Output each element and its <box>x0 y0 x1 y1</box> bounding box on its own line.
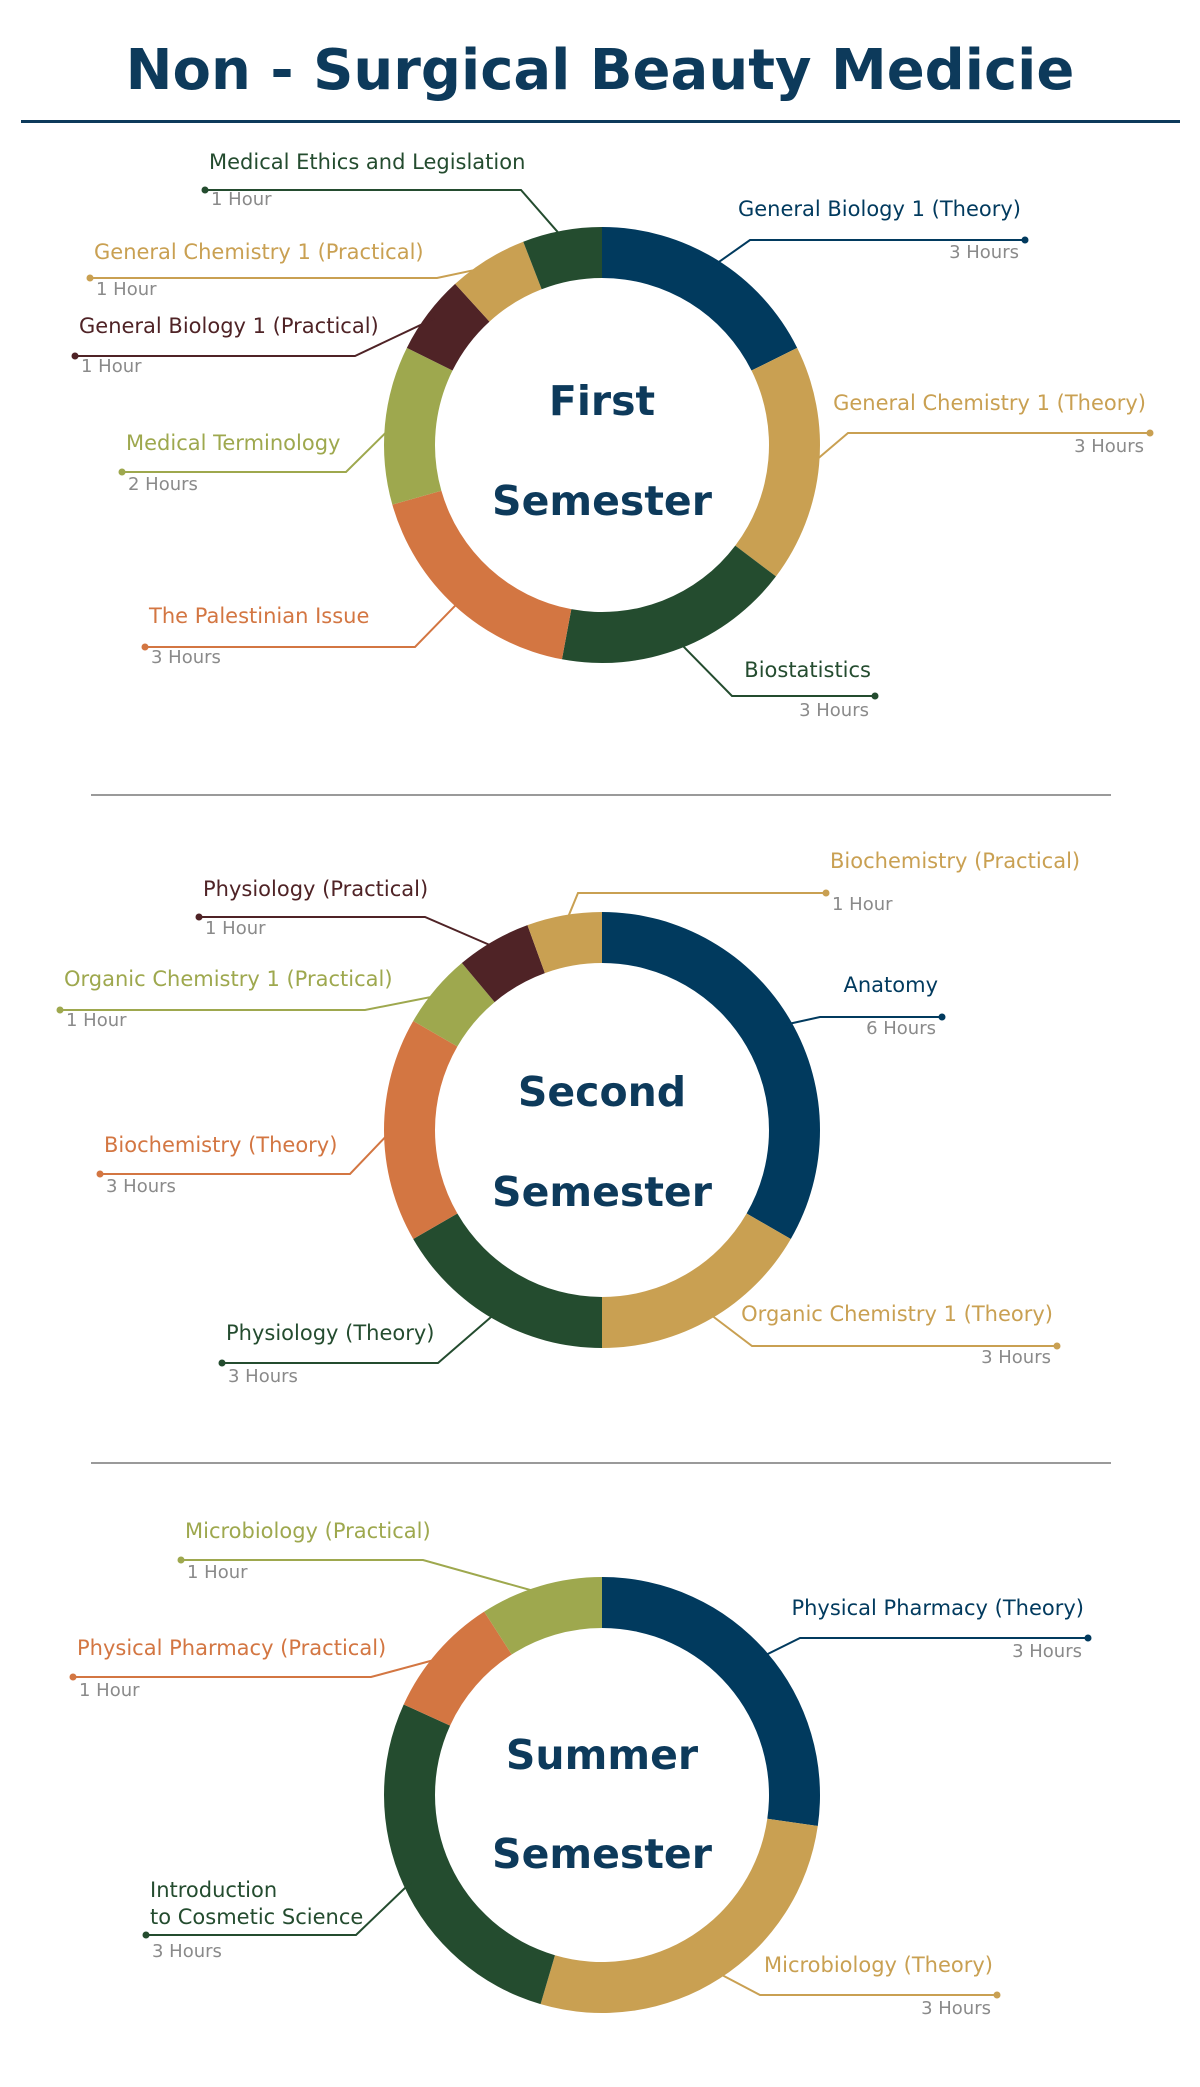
physical-pharmacy-practical-hours-label: 1 Hour <box>79 1680 140 1701</box>
title-divider <box>21 120 1180 123</box>
anatomy-leader-dot <box>939 1014 946 1021</box>
organic-chemistry-1-practical-hours-label: 1 Hour <box>66 1010 127 1031</box>
organic-chemistry-1-practical-label: Organic Chemistry 1 (Practical) <box>64 967 393 991</box>
page-title: Non - Surgical Beauty Medicie <box>125 38 1075 103</box>
biochemistry-practical-hours-label: 1 Hour <box>832 894 893 915</box>
general-biology-1-practical-hours-label: 1 Hour <box>81 356 142 377</box>
physical-pharmacy-practical-label: Physical Pharmacy (Practical) <box>77 1636 387 1660</box>
introduction-to-cosmetic-science-label: to Cosmetic Science <box>150 1905 364 1929</box>
center-label: Semester <box>492 1830 712 1878</box>
center-label: First <box>548 377 656 425</box>
biochemistry-theory-slice <box>384 1021 457 1239</box>
organic-chemistry-1-theory-hours-label: 3 Hours <box>981 1347 1051 1368</box>
organic-chemistry-1-theory-label: Organic Chemistry 1 (Theory) <box>741 1302 1053 1326</box>
section-divider <box>91 794 1111 796</box>
general-biology-1-theory-hours-label: 3 Hours <box>949 242 1019 263</box>
organic-chemistry-1-theory-leader-dot <box>1054 1343 1061 1350</box>
physical-pharmacy-theory-slice <box>602 1577 820 1826</box>
medical-ethics-and-legislation-hours-label: 1 Hour <box>211 189 272 210</box>
physical-pharmacy-practical-leader-dot <box>70 1674 77 1681</box>
microbiology-theory-hours-label: 3 Hours <box>921 1998 991 2019</box>
center-label: Semester <box>492 1168 712 1216</box>
summer-semester-donut-chart <box>0 1520 1200 2060</box>
biostatistics-leader-dot <box>872 693 879 700</box>
physiology-theory-hours-label: 3 Hours <box>228 1366 298 1387</box>
introduction-to-cosmetic-science-leader-dot <box>143 1932 150 1939</box>
organic-chemistry-1-practical-leader-line <box>60 995 441 1010</box>
biostatistics-label: Biostatistics <box>744 658 871 682</box>
medical-terminology-slice <box>384 348 453 505</box>
biochemistry-theory-label: Biochemistry (Theory) <box>104 1133 338 1157</box>
general-chemistry-1-theory-slice <box>735 348 820 577</box>
the-palestinian-issue-label: The Palestinian Issue <box>149 604 370 628</box>
organic-chemistry-1-practical-leader-dot <box>57 1007 64 1014</box>
physiology-theory-label: Physiology (Theory) <box>226 1321 435 1345</box>
general-chemistry-1-theory-hours-label: 3 Hours <box>1074 436 1144 457</box>
physical-pharmacy-theory-hours-label: 3 Hours <box>1012 1641 1082 1662</box>
general-biology-1-theory-slice <box>602 227 797 371</box>
biochemistry-theory-leader-dot <box>97 1171 104 1178</box>
the-palestinian-issue-leader-dot <box>142 644 149 651</box>
physiology-practical-leader-dot <box>196 914 203 921</box>
microbiology-practical-label: Microbiology (Practical) <box>185 1519 431 1543</box>
introduction-to-cosmetic-science-label: Introduction <box>150 1878 278 1902</box>
microbiology-practical-hours-label: 1 Hour <box>187 1562 248 1583</box>
organic-chemistry-1-theory-slice <box>602 1214 791 1349</box>
medical-ethics-and-legislation-leader-dot <box>202 187 209 194</box>
general-biology-1-practical-leader-dot <box>72 353 79 360</box>
biostatistics-slice <box>562 546 776 663</box>
center-label: Summer <box>505 1731 699 1779</box>
second-semester-donut-chart <box>0 850 1200 1410</box>
anatomy-label: Anatomy <box>843 973 938 997</box>
physiology-theory-slice <box>413 1214 602 1349</box>
first-semester-donut-chart <box>0 150 1200 750</box>
physical-pharmacy-theory-label: Physical Pharmacy (Theory) <box>791 1596 1084 1620</box>
medical-ethics-and-legislation-label: Medical Ethics and Legislation <box>209 150 526 174</box>
anatomy-hours-label: 6 Hours <box>866 1018 936 1039</box>
the-palestinian-issue-hours-label: 3 Hours <box>151 647 221 668</box>
microbiology-practical-leader-dot <box>178 1557 185 1564</box>
biochemistry-theory-hours-label: 3 Hours <box>106 1176 176 1197</box>
general-chemistry-1-practical-hours-label: 1 Hour <box>96 279 157 300</box>
physiology-theory-leader-dot <box>219 1360 226 1367</box>
center-label: Second <box>517 1068 687 1116</box>
biostatistics-hours-label: 3 Hours <box>799 700 869 721</box>
medical-terminology-label: Medical Terminology <box>126 431 341 455</box>
general-chemistry-1-practical-leader-dot <box>87 275 94 282</box>
physiology-practical-label: Physiology (Practical) <box>203 877 429 901</box>
general-biology-1-practical-label: General Biology 1 (Practical) <box>79 314 379 338</box>
medical-terminology-hours-label: 2 Hours <box>128 474 198 495</box>
center-label: Semester <box>492 477 712 525</box>
section-divider <box>91 1462 1111 1464</box>
introduction-to-cosmetic-science-hours-label: 3 Hours <box>152 1941 222 1962</box>
general-biology-1-theory-leader-dot <box>1022 237 1029 244</box>
general-chemistry-1-practical-leader-line <box>90 266 491 278</box>
general-chemistry-1-theory-label: General Chemistry 1 (Theory) <box>833 391 1146 415</box>
medical-terminology-leader-dot <box>119 469 126 476</box>
microbiology-theory-leader-dot <box>994 1992 1001 1999</box>
general-biology-1-theory-label: General Biology 1 (Theory) <box>737 197 1021 221</box>
microbiology-theory-label: Microbiology (Theory) <box>763 1953 993 1977</box>
general-chemistry-1-theory-leader-dot <box>1147 430 1154 437</box>
biochemistry-practical-label: Biochemistry (Practical) <box>830 849 1081 873</box>
physical-pharmacy-theory-leader-dot <box>1085 1635 1092 1642</box>
physical-pharmacy-practical-leader-line <box>73 1657 443 1677</box>
physiology-practical-hours-label: 1 Hour <box>205 918 266 939</box>
biochemistry-practical-leader-dot <box>823 890 830 897</box>
general-chemistry-1-practical-label: General Chemistry 1 (Practical) <box>94 240 424 264</box>
